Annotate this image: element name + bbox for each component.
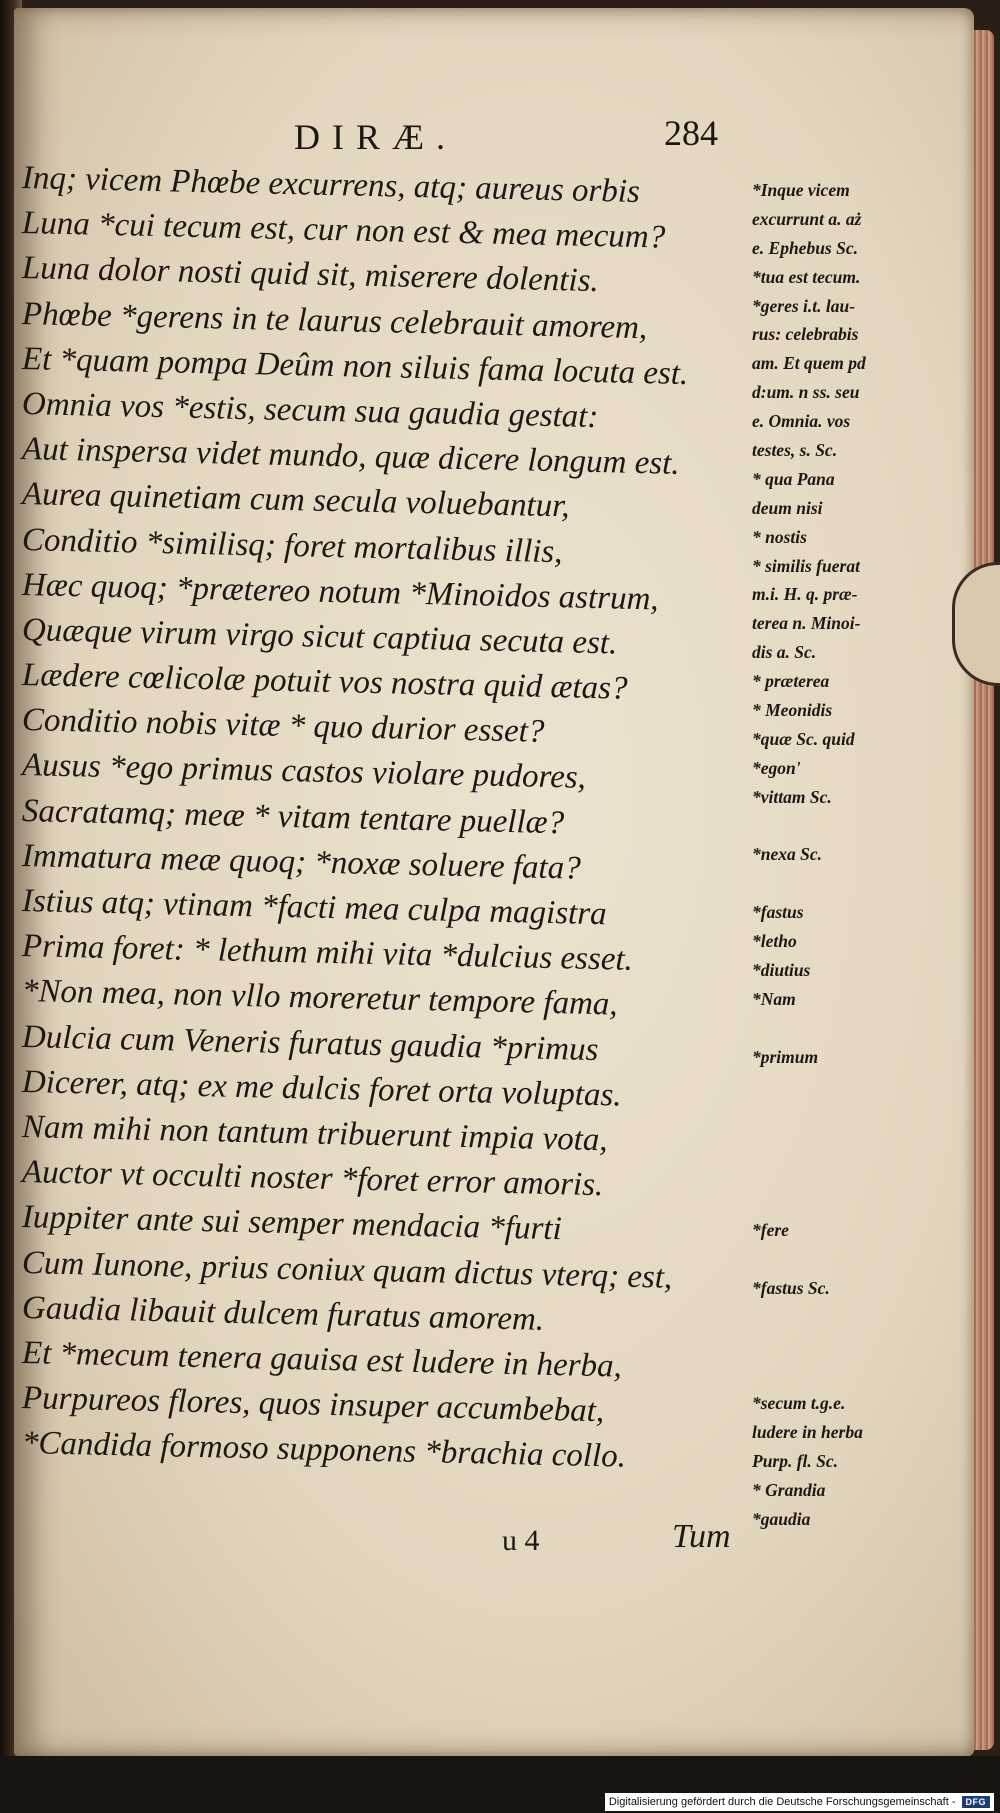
verse-line: Conditio nobis vitæ * quo durior esset? xyxy=(21,702,545,751)
gloss-line: m.i. H. q. præ- xyxy=(752,584,858,605)
verse-line: Aurea quinetiam cum secula voluebantur, xyxy=(21,476,571,525)
verse-line: Et *quam pompa Deûm non siluis fama locuta est. xyxy=(21,340,689,392)
verse-line: Conditio *similisq; foret mortalibus illis, xyxy=(21,521,563,570)
verse-line: Aut inspersa videt mundo, quæ dicere longum est. xyxy=(21,431,681,483)
verse-line: Luna *cui tecum est, cur non est & mea mecum? xyxy=(21,205,666,256)
gloss-line xyxy=(752,1187,974,1216)
verse-line: Omnia vos *estis, secum sua gaudia gestat: xyxy=(21,385,599,436)
gloss-line: * nostis xyxy=(752,526,807,547)
gloss-line: deum nisi xyxy=(752,497,823,518)
gloss-line: testes, s. Sc. xyxy=(752,440,838,461)
gloss-line: *nexa Sc. xyxy=(752,844,822,865)
gloss-line: * Meonidis xyxy=(752,700,833,721)
verse-line: Luna dolor nosti quid sit, miserere dolentis. xyxy=(21,250,600,300)
verse-line: *Non mea, non vllo moreretur tempore fama, xyxy=(21,973,619,1023)
verse-line: Iuppiter ante sui semper mendacia *furti xyxy=(21,1199,563,1248)
gloss-line: d:um. n ss. seu xyxy=(752,382,860,403)
gloss-line xyxy=(752,1129,974,1158)
gloss-line: e. Ephebus Sc. xyxy=(752,237,858,258)
marginal-glosses xyxy=(752,176,974,1534)
gloss-line xyxy=(752,1361,974,1390)
gloss-line: Purp. fl. Sc. xyxy=(752,1451,839,1472)
verse-line: Dulcia cum Veneris furatus gaudia *primus xyxy=(21,1018,599,1068)
gloss-line: rus: celebrabis xyxy=(752,324,859,345)
page-edges xyxy=(972,30,994,1750)
gloss-line: *fastus Sc. xyxy=(752,1277,830,1298)
gloss-line: *diutius xyxy=(752,960,811,981)
gloss-line xyxy=(752,1158,974,1187)
gloss-line xyxy=(752,1072,974,1101)
verse-line: Immatura meæ quoq; *noxæ soluere fata? xyxy=(21,837,582,887)
gloss-line xyxy=(752,1014,974,1043)
gloss-line: *Nam xyxy=(752,988,796,1009)
gloss-line: *primum xyxy=(752,1046,819,1067)
running-title: DIRÆ. xyxy=(294,117,458,157)
verse-line: Quæque virum virgo sicut captiua secuta est. xyxy=(21,611,618,662)
gloss-line: * similis fuerat xyxy=(752,555,860,576)
verse-line: Dicerer, atq; ex me dulcis foret orta voluptas. xyxy=(21,1063,622,1114)
gloss-line: e. Omnia. vos xyxy=(752,411,851,432)
gloss-line xyxy=(752,1101,974,1130)
gloss-line: *tua est tecum. xyxy=(752,266,861,287)
verse-line: Nam mihi non tantum tribuerunt impia vota, xyxy=(21,1108,609,1159)
gloss-line: *quæ Sc. quid xyxy=(752,728,855,749)
gloss-line: *letho xyxy=(752,931,797,952)
gloss-line: * Grandia xyxy=(752,1480,826,1501)
gloss-line: terea n. Minoi- xyxy=(752,613,861,634)
gloss-line: *geres i.t. lau- xyxy=(752,295,856,316)
verse-line: Cum Iunone, prius coniux quam dictus vterq; est, xyxy=(21,1244,673,1296)
verse-line: Inq; vicem Phœbe excurrens, atq; aureus orbis xyxy=(21,160,641,211)
verse-line: Hæc quoq; *prætereo notum *Minoidos astrum, xyxy=(21,566,660,618)
page-number: 284 xyxy=(664,113,718,153)
gloss-line xyxy=(752,812,974,841)
gloss-line: *egon' xyxy=(752,757,801,778)
gloss-line xyxy=(752,1303,974,1332)
gloss-line: *fere xyxy=(752,1220,789,1241)
verse-line: Prima foret: * lethum mihi vita *dulcius esset. xyxy=(21,928,634,979)
gloss-line xyxy=(752,869,974,898)
verse-line: Istius atq; vtinam *facti mea culpa magistra xyxy=(21,883,608,933)
gloss-line: am. Et quem pd xyxy=(752,353,866,374)
gloss-line: *vittam Sc. xyxy=(752,786,832,807)
dfg-logo: DFG xyxy=(962,1796,991,1808)
gloss-line: ludere in herba xyxy=(752,1422,863,1443)
credit-text: Digitalisierung gefördert durch die Deutsche Forschungsgemeinschaft - xyxy=(608,1796,956,1808)
gloss-line: *Inque vicem xyxy=(752,180,850,200)
verse-line: *Candida formoso supponens *brachia collo. xyxy=(21,1425,627,1475)
gloss-line: * præterea xyxy=(752,671,830,692)
verse-line: Phœbe *gerens in te laurus celebrauit amorem, xyxy=(21,295,648,346)
gloss-line: * qua Pana xyxy=(752,468,835,489)
gloss-line: *gaudia xyxy=(752,1508,811,1529)
verse-line: Gaudia libauit dulcem furatus amorem. xyxy=(21,1289,545,1338)
verse-line: Auctor vt occulti noster *foret error amoris. xyxy=(21,1154,604,1204)
verse-line: Sacratamq; meæ * vitam tentare puellæ? xyxy=(21,792,565,841)
gloss-line xyxy=(752,1332,974,1361)
gloss-line: *fastus xyxy=(752,902,804,923)
gloss-line: *secum t.g.e. xyxy=(752,1393,846,1414)
gloss-line: dis a. Sc. xyxy=(752,642,817,663)
verse-line: Lædere cœlicolæ potuit vos nostra quid ætas? xyxy=(21,657,628,707)
gloss-line xyxy=(752,1245,974,1274)
verse-line: Et *mecum tenera gauisa est ludere in herba, xyxy=(21,1334,623,1385)
page-header xyxy=(14,113,974,157)
signature-mark: u 4 xyxy=(502,1524,540,1557)
digitization-credit xyxy=(605,1793,994,1811)
verse-line: Ausus *ego primus castos violare pudores, xyxy=(21,747,587,797)
verse-column xyxy=(21,156,742,1475)
gloss-line: excurrunt a. aż xyxy=(752,208,862,229)
verse-line: Purpureos flores, quos insuper accumbebat, xyxy=(21,1380,605,1430)
catchword: Tum xyxy=(672,1518,731,1555)
book-page xyxy=(14,8,974,1756)
